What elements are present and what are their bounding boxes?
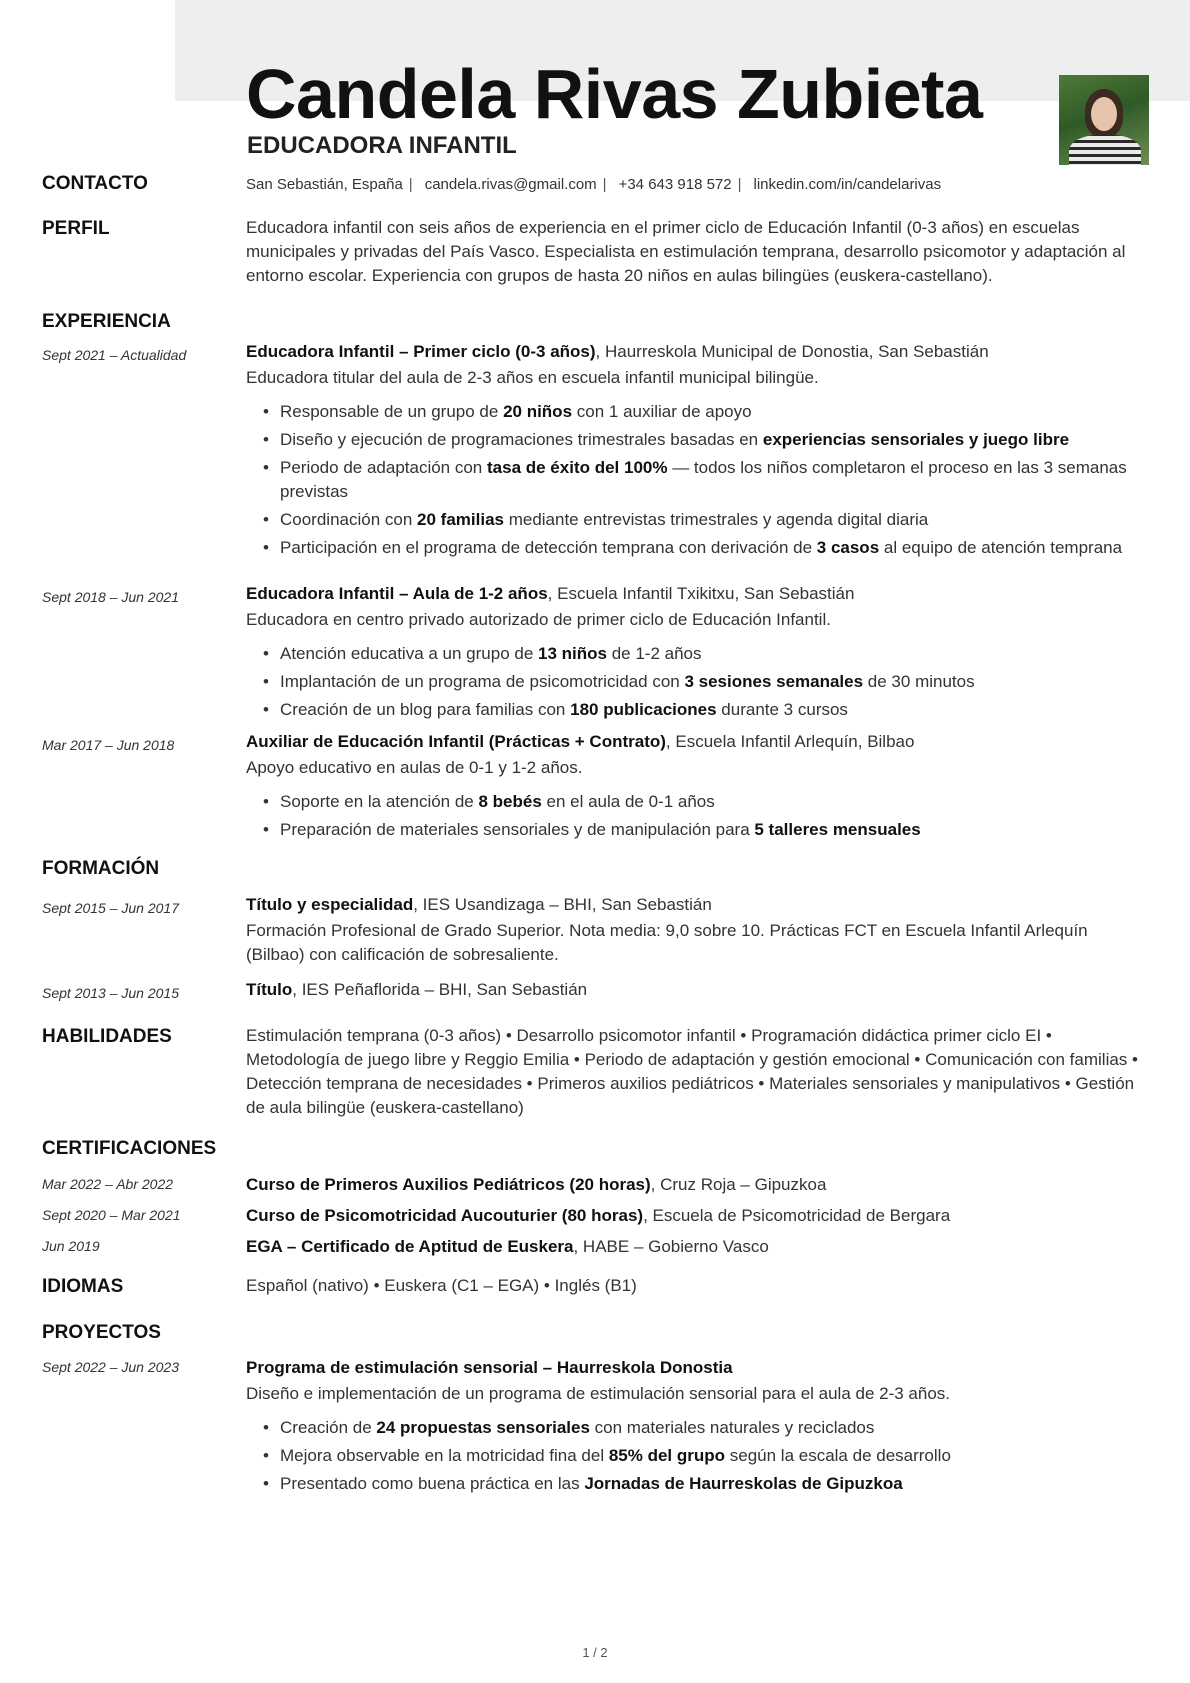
certification-date: Sept 2020 – Mar 2021	[42, 1207, 181, 1223]
bullet-text: según la escala de desarrollo	[725, 1446, 951, 1465]
bullet-item	[246, 698, 1150, 722]
section-certifications-label: CERTIFICACIONES	[42, 1138, 217, 1159]
education-title-line	[246, 978, 1150, 1002]
contact-email[interactable]: candela.rivas@gmail.com	[424, 176, 597, 193]
education-title-line	[246, 893, 1150, 917]
bullet-item	[246, 1444, 1150, 1468]
bullet-dot: •	[263, 672, 269, 691]
bullet-text: Implantación de un programa de psicomotricidad con	[280, 672, 685, 691]
candidate-name: Candela Rivas Zubieta	[246, 55, 983, 133]
bullet-text: Creación de	[280, 1418, 377, 1437]
contact-line	[246, 176, 941, 193]
experience-date: Sept 2018 – Jun 2021	[42, 589, 180, 605]
education-entry	[246, 978, 1150, 1002]
bullet-item	[246, 1416, 1150, 1440]
experience-entry	[246, 340, 1150, 564]
education-date: Sept 2015 – Jun 2017	[42, 900, 180, 916]
job-title: EDUCADORA INFANTIL	[247, 132, 517, 159]
bullet-text: Coordinación con	[280, 510, 418, 529]
certification-issuer: , Cruz Roja – Gipuzkoa	[650, 1175, 827, 1194]
profile-photo	[1059, 75, 1149, 165]
bullet-text: Responsable de un grupo de	[280, 402, 504, 421]
certification-issuer: , Escuela de Psicomotricidad de Bergara	[643, 1206, 951, 1225]
experience-role: Educadora Infantil – Aula de 1-2 años	[246, 584, 548, 603]
bullet-text: durante 3 cursos	[716, 700, 848, 719]
page-number: 1 / 2	[582, 1645, 608, 1660]
experience-place: , Escuela Infantil Arlequín, Bilbao	[665, 732, 915, 751]
bullet-text: Soporte en la atención de	[280, 792, 479, 811]
bullet-dot: •	[263, 1418, 269, 1437]
bullet-text: Diseño y ejecución de programaciones trimestrales basadas en	[280, 430, 763, 449]
certification-date: Jun 2019	[42, 1238, 100, 1254]
bullet-text: de 1-2 años	[607, 644, 702, 663]
experience-role-line	[246, 582, 1150, 606]
experience-role: Auxiliar de Educación Infantil (Prácticas + Contrato)	[246, 732, 666, 751]
experience-role-line	[246, 730, 1150, 754]
section-languages-label: IDIOMAS	[42, 1276, 124, 1297]
bullet-dot: •	[263, 430, 269, 449]
bullet-dot: •	[263, 644, 269, 663]
bullet-dot: •	[263, 700, 269, 719]
bullet-item	[246, 1472, 1150, 1496]
bullet-dot: •	[263, 510, 269, 529]
bullet-text: al equipo de atención temprana	[879, 538, 1123, 557]
education-place: , IES Usandizaga – BHI, San Sebastián	[413, 895, 712, 914]
bullet-text: Mejora observable en la motricidad fina del	[280, 1446, 609, 1465]
bullet-text: mediante entrevistas trimestrales y agenda digital diaria	[503, 510, 929, 529]
contact-separator: |	[737, 176, 742, 193]
education-title: Título y especialidad	[246, 895, 414, 914]
section-education-label: FORMACIÓN	[42, 858, 160, 879]
certification-issuer: , HABE – Gobierno Vasco	[573, 1237, 769, 1256]
experience-role-line	[246, 340, 1150, 364]
education-title: Título	[246, 980, 293, 999]
bullet-item	[246, 508, 1150, 532]
bullet-highlight: Jornadas de Haurreskolas de Gipuzkoa	[584, 1474, 903, 1493]
bullet-dot: •	[263, 538, 269, 557]
bullet-item	[246, 818, 1150, 842]
bullet-item	[246, 642, 1150, 666]
bullet-item	[246, 456, 1150, 504]
section-profile-label: PERFIL	[42, 218, 110, 239]
certification-entry	[246, 1173, 1150, 1197]
bullet-item	[246, 790, 1150, 814]
bullet-text: Atención educativa a un grupo de	[280, 644, 539, 663]
bullet-list	[246, 400, 1150, 560]
bullet-dot: •	[263, 1446, 269, 1465]
certification-entry	[246, 1235, 1150, 1259]
education-entry	[246, 893, 1150, 967]
experience-description: Educadora en centro privado autorizado de primer ciclo de Educación Infantil.	[246, 610, 831, 629]
bullet-highlight: experiencias sensoriales y juego libre	[762, 430, 1070, 449]
bullet-dot: •	[263, 458, 269, 477]
experience-date: Sept 2021 – Actualidad	[42, 347, 187, 363]
contact-linkedin[interactable]: linkedin.com/in/candelarivas	[753, 176, 942, 193]
project-entry	[246, 1356, 1150, 1500]
bullet-list	[246, 1416, 1150, 1496]
bullet-text: — todos los niños completaron el proceso en las 3 semanas previstas	[280, 458, 1127, 501]
bullet-text: de 30 minutos	[863, 672, 975, 691]
project-date: Sept 2022 – Jun 2023	[42, 1359, 180, 1375]
education-description: Formación Profesional de Grado Superior. Nota media: 9,0 sobre 10. Prácticas FCT en Escuela Infantil Arlequín (Bilbao) con calificación de sobresaliente.	[246, 921, 1088, 964]
education-date: Sept 2013 – Jun 2015	[42, 985, 180, 1001]
certification-date: Mar 2022 – Abr 2022	[42, 1176, 174, 1192]
bullet-dot: •	[263, 792, 269, 811]
certification-title: Curso de Primeros Auxilios Pediátricos (20 horas)	[246, 1175, 651, 1194]
languages-text: Español (nativo) • Euskera (C1 – EGA) • Inglés (B1)	[246, 1276, 637, 1295]
bullet-text: con 1 auxiliar de apoyo	[572, 402, 752, 421]
contact-separator: |	[408, 176, 413, 193]
bullet-highlight: 85% del grupo	[608, 1446, 726, 1465]
experience-entry	[246, 730, 1150, 846]
bullet-text: en el aula de 0-1 años	[541, 792, 715, 811]
certification-title: EGA – Certificado de Aptitud de Euskera	[246, 1237, 574, 1256]
experience-description: Educadora titular del aula de 2-3 años en escuela infantil municipal bilingüe.	[246, 368, 819, 387]
profile-text: Educadora infantil con seis años de experiencia en el primer ciclo de Educación Infantil (0-3 años) en escuelas municipales y privadas del País Vasco. Especialista en estimulación temprana, desarrollo psicomotor y adaptación al entorno escolar. Experiencia con grupos de hasta 20 niños en aulas bilingües (euskera-castellano).	[246, 218, 1126, 285]
bullet-list	[246, 642, 1150, 722]
bullet-dot: •	[263, 1474, 269, 1493]
skills-text: Estimulación temprana (0-3 años) • Desarrollo psicomotor infantil • Programación didáctica primer ciclo EI • Metodología de juego libre y Reggio Emilia • Periodo de adaptación y gestión emocional • Comunicación con familias • Detección temprana de necesidades • Primeros auxilios pediátricos • Materiales sensoriales y manipulativos • Gestión de aula bilingüe (euskera-castellano)	[246, 1026, 1138, 1117]
experience-place: , Escuela Infantil Txikitxu, San Sebastián	[547, 584, 855, 603]
contact-phone[interactable]: +34 643 918 572	[618, 176, 732, 193]
section-experience-label: EXPERIENCIA	[42, 311, 171, 332]
section-contact-label: CONTACTO	[42, 173, 148, 194]
bullet-text: con materiales naturales y reciclados	[589, 1418, 875, 1437]
bullet-list	[246, 790, 1150, 842]
bullet-highlight: 24 propuestas sensoriales	[376, 1418, 590, 1437]
bullet-highlight: 5 talleres mensuales	[754, 820, 921, 839]
bullet-highlight: 180 publicaciones	[570, 700, 717, 719]
education-place: , IES Peñaflorida – BHI, San Sebastián	[292, 980, 588, 999]
bullet-highlight: 3 casos	[816, 538, 880, 557]
bullet-text: Preparación de materiales sensoriales y de manipulación para	[280, 820, 755, 839]
bullet-highlight: tasa de éxito del 100%	[487, 458, 668, 477]
bullet-highlight: 13 niños	[538, 644, 607, 663]
bullet-text: Creación de un blog para familias con	[280, 700, 571, 719]
bullet-dot: •	[263, 402, 269, 421]
bullet-item	[246, 428, 1150, 452]
bullet-highlight: 20 familias	[417, 510, 504, 529]
bullet-item	[246, 400, 1150, 424]
bullet-dot: •	[263, 820, 269, 839]
experience-entry	[246, 582, 1150, 726]
project-description: Diseño e implementación de un programa de estimulación sensorial para el aula de 2-3 años.	[246, 1384, 951, 1403]
bullet-highlight: 20 niños	[503, 402, 573, 421]
contact-location: San Sebastián, España	[246, 176, 403, 193]
section-projects-label: PROYECTOS	[42, 1322, 161, 1343]
experience-date: Mar 2017 – Jun 2018	[42, 737, 175, 753]
bullet-item	[246, 670, 1150, 694]
section-skills-label: HABILIDADES	[42, 1026, 172, 1047]
contact-separator: |	[602, 176, 607, 193]
project-title: Programa de estimulación sensorial – Haurreskola Donostia	[246, 1358, 733, 1377]
certification-title: Curso de Psicomotricidad Aucouturier (80 horas)	[246, 1206, 644, 1225]
experience-description: Apoyo educativo en aulas de 0-1 y 1-2 años.	[246, 758, 583, 777]
bullet-text: Participación en el programa de detección temprana con derivación de	[280, 538, 817, 557]
bullet-item	[246, 536, 1150, 560]
bullet-highlight: 3 sesiones semanales	[684, 672, 864, 691]
experience-place: , Haurreskola Municipal de Donostia, San Sebastián	[595, 342, 989, 361]
bullet-text: Presentado como buena práctica en las	[280, 1474, 585, 1493]
experience-role: Educadora Infantil – Primer ciclo (0-3 años)	[246, 342, 596, 361]
bullet-text: Periodo de adaptación con	[280, 458, 487, 477]
certification-entry	[246, 1204, 1150, 1228]
bullet-highlight: 8 bebés	[478, 792, 542, 811]
